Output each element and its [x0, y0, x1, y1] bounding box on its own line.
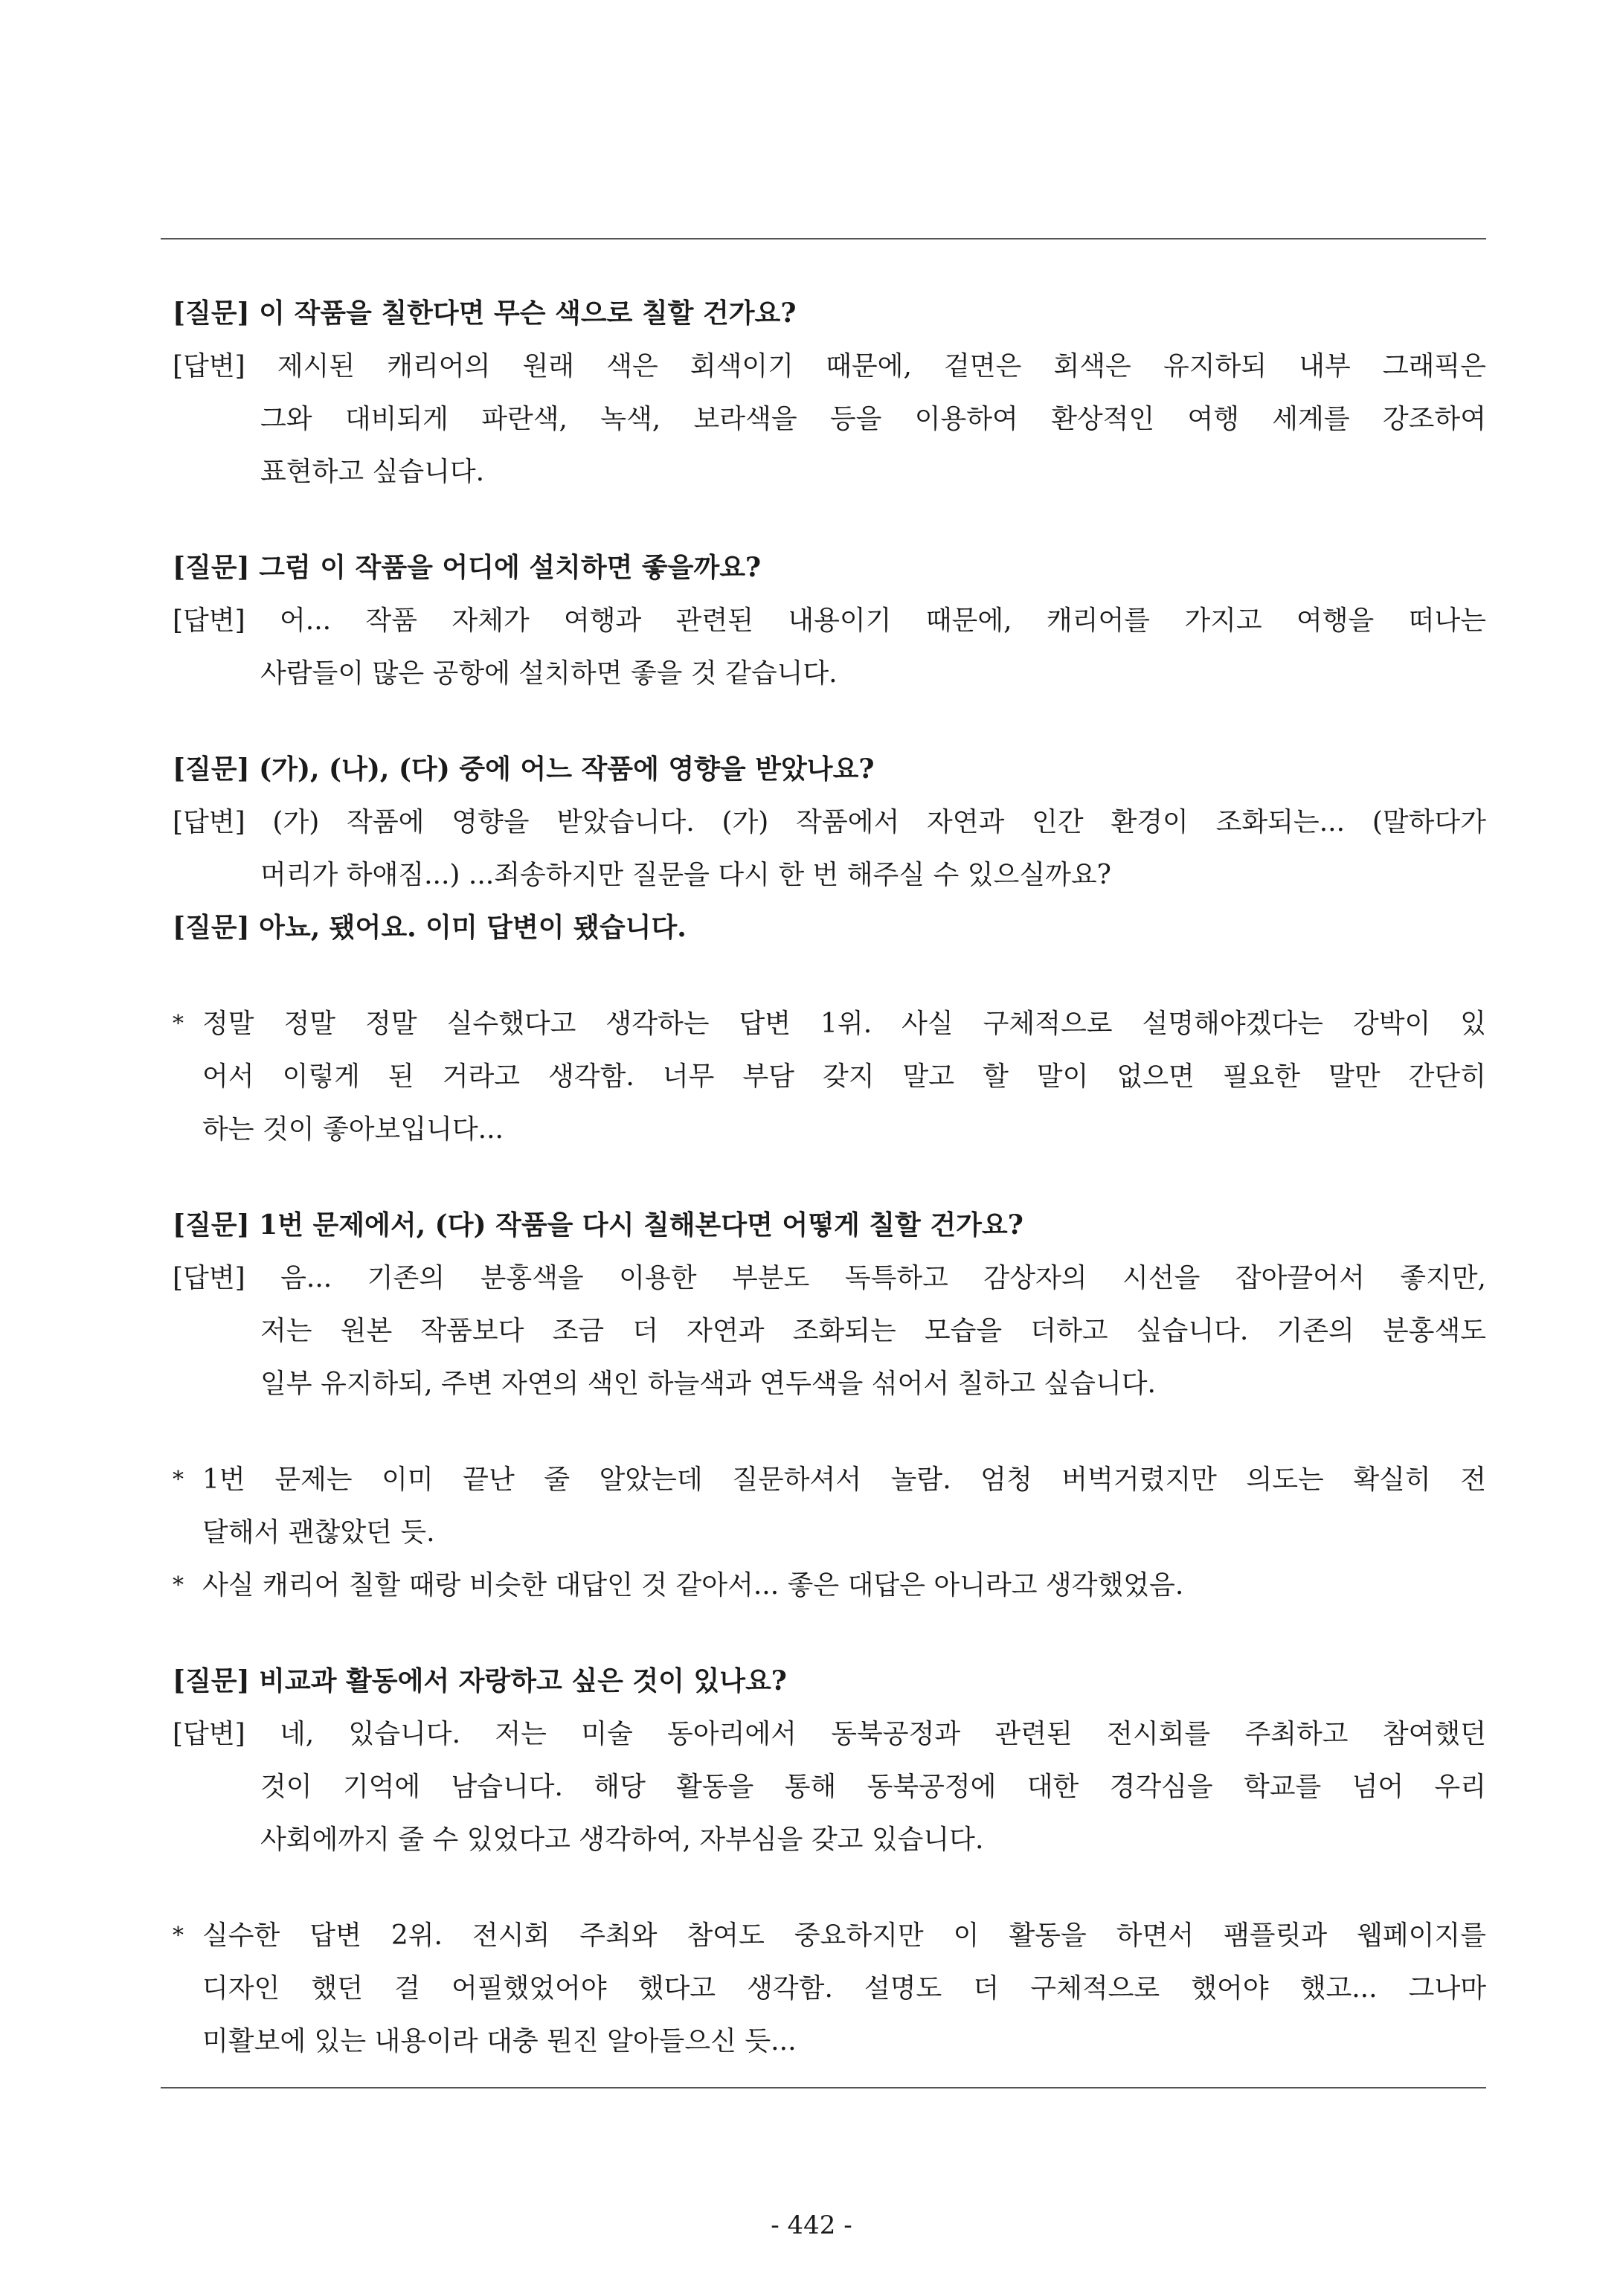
note-line: 달해서 괜찮았던 듯. [202, 1517, 435, 1548]
question-4: [질문] 아뇨, 됐어요. 이미 답변이 됐습니다. [173, 912, 687, 943]
question-5: [질문] 1번 문제에서, (다) 작품을 다시 칠해본다면 어떻게 칠할 건가요? [173, 1209, 1023, 1241]
asterisk-bullet: * [173, 1572, 184, 1598]
answer-5 [173, 1252, 1486, 1410]
note-line: 사실 캐리어 칠할 때랑 비슷한 대답인 것 같아서... 좋은 대답은 아니라고 생각했었음. [202, 1570, 1184, 1601]
question-1: [질문] 이 작품을 칠한다면 무슨 색으로 칠할 건가요? [173, 298, 797, 329]
answer-line: [답변] 제시된 캐리어의 원래 색은 회색이기 때문에, 겉면은 회색은 유지하되 내부 그래픽은 [173, 351, 1486, 382]
asterisk-bullet: * [173, 1467, 184, 1493]
answer-line: 머리가 하얘짐...) ...죄송하지만 질문을 다시 한 번 해주실 수 있으실까요? [260, 860, 1111, 890]
page-number: - 442 - [771, 2210, 852, 2240]
note-line: 미활보에 있는 내용이라 대충 뭔진 알아들으신 듯... [202, 2026, 797, 2057]
answer-line: 사회에까지 줄 수 있었다고 생각하여, 자부심을 갖고 있습니다. [260, 1824, 984, 1855]
answer-1 [173, 340, 1486, 498]
interview-content [173, 287, 1486, 2068]
answer-line: 사람들이 많은 공항에 설치하면 좋을 것 같습니다. [260, 658, 838, 689]
answer-line: [답변] 어... 작품 자체가 여행과 관련된 내용이기 때문에, 캐리어를 가지고 여행을 떠나는 [173, 605, 1486, 636]
question-6: [질문] 비교과 활동에서 자랑하고 싶은 것이 있나요? [173, 1665, 787, 1697]
note-4 [173, 1909, 1486, 2068]
note-1 [173, 997, 1486, 1156]
question-2: [질문] 그럼 이 작품을 어디에 설치하면 좋을까요? [173, 552, 762, 583]
answer-line: 저는 원본 작품보다 조금 더 자연과 조화되는 모습을 더하고 싶습니다. 기존의 분홍색도 [260, 1316, 1486, 1346]
answer-line: 것이 기억에 남습니다. 해당 활동을 통해 동북공정에 대한 경각심을 학교를 넘어 우리 [260, 1772, 1486, 1802]
answer-line: [답변] 음... 기존의 분홍색을 이용한 부분도 독특하고 감상자의 시선을 잡아끌어서 좋지만, [173, 1263, 1486, 1293]
answer-line: [답변] (가) 작품에 영향을 받았습니다. (가) 작품에서 자연과 인간 환경이 조화되는... (말하다가 [173, 807, 1486, 837]
asterisk-bullet: * [173, 1923, 184, 1949]
note-line: 디자인 했던 걸 어필했었어야 했다고 생각함. 설명도 더 구체적으로 했어야 했고... 그나마 [202, 1973, 1486, 2004]
footer-rule [161, 2087, 1486, 2088]
answer-2 [173, 594, 1486, 700]
question-3: [질문] (가), (나), (다) 중에 어느 작품에 영향을 받았나요? [173, 753, 875, 785]
header-rule [161, 238, 1486, 239]
answer-6 [173, 1708, 1486, 1866]
note-2 [173, 1453, 1486, 1559]
note-line: 어서 이렇게 된 거라고 생각함. 너무 부담 갖지 말고 할 말이 없으면 필요한 말만 간단히 [202, 1061, 1486, 1092]
answer-line: 표현하고 싶습니다. [260, 457, 485, 487]
note-line: 하는 것이 좋아보입니다... [202, 1114, 504, 1145]
answer-line: 그와 대비되게 파란색, 녹색, 보라색을 등을 이용하여 환상적인 여행 세계를 강조하여 [260, 404, 1486, 434]
answer-3 [173, 796, 1486, 901]
answer-line: 일부 유지하되, 주변 자연의 색인 하늘색과 연두색을 섞어서 칠하고 싶습니다. [260, 1369, 1156, 1399]
note-3 [173, 1559, 1486, 1612]
note-line: 실수한 답변 2위. 전시회 주최와 참여도 중요하지만 이 활동을 하면서 팸플릿과 웹페이지를 [202, 1920, 1486, 1951]
note-line: 1번 문제는 이미 끝난 줄 알았는데 질문하셔서 놀람. 엄청 버벅거렸지만 의도는 확실히 전 [202, 1464, 1486, 1495]
asterisk-bullet: * [173, 1011, 184, 1037]
answer-line: [답변] 네, 있습니다. 저는 미술 동아리에서 동북공정과 관련된 전시회를 주최하고 참여했던 [173, 1719, 1486, 1749]
note-line: 정말 정말 정말 실수했다고 생각하는 답변 1위. 사실 구체적으로 설명해야겠다는 강박이 있 [202, 1009, 1486, 1039]
